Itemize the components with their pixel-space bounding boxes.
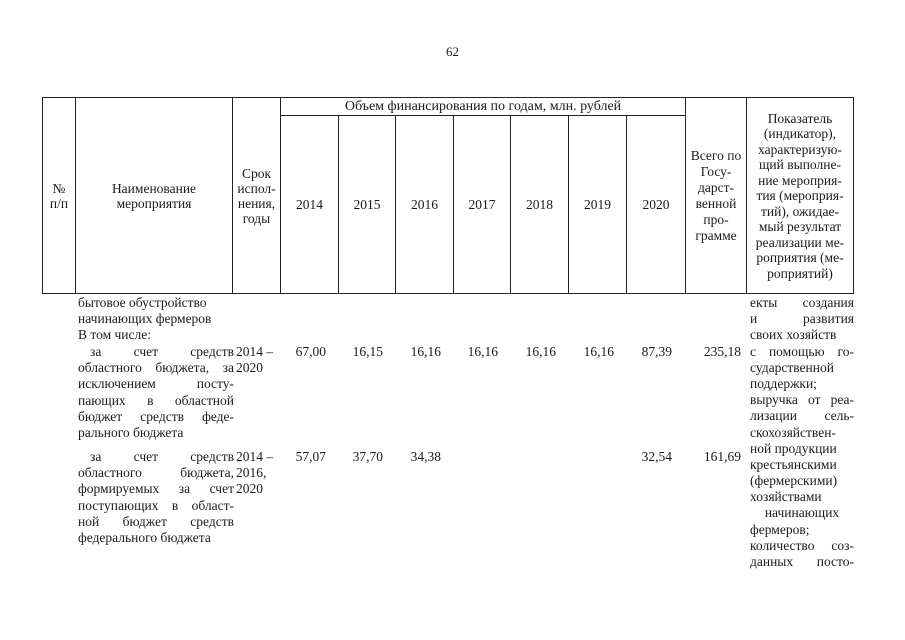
name-line: бытовое обустройство [78,295,207,310]
indicator-line: начинающих [764,505,840,521]
row1-total: 235,18 [703,344,741,359]
row1-value-2015: 16,15 [352,344,383,359]
row2-total: 161,69 [703,449,741,464]
row2-value-2015: 37,70 [352,449,383,464]
indicator-line: и развития [750,311,854,327]
indicator-line: крестьянскими [750,456,837,472]
header-year: 2015 [339,116,396,294]
indicator-line: екты создания [750,295,854,310]
table-header [42,97,854,294]
indicator-line: сударственной [750,359,834,375]
row1-name [78,344,234,441]
name-line: за счет средств [90,344,234,359]
name-line: В том числе: [78,327,151,343]
header-year: 2020 [627,116,686,294]
term-line: 2014 – [236,449,274,464]
indicator-line: поддержки; [750,375,817,391]
name-line: формируемых за счет [78,481,234,497]
indicator-line: хозяйствами [750,489,822,505]
term-line: 2020 [236,360,263,376]
row2-value-2016: 34,38 [410,449,441,464]
term-line: 2016, [236,465,267,481]
row2-name [78,449,234,546]
header-year: 2019 [569,116,627,294]
row1-value-2018: 16,16 [525,344,556,359]
indicator-line: ной продукции [750,440,837,456]
indicator-line: количество соз- [750,537,854,553]
name-line: пающих в областной [78,392,234,408]
header-year: 2018 [511,116,569,294]
indicator-line: своих хозяйств [750,327,837,343]
name-line: ной бюджет средств [78,513,234,529]
indicator-line: данных посто- [750,554,854,569]
row2-value-2020: 32,54 [641,449,672,464]
term-line: 2014 – [236,344,274,359]
name-line: за счет средств [90,449,234,464]
name-line: исключением посту- [78,376,234,392]
name-line: рального бюджета [78,424,184,440]
indicator-line: с помощью го- [750,343,854,359]
header-name: Наименование мероприятия [76,98,233,294]
header-indicator: Показатель (индикатор), характеризую- щий выполне- ние мероприя- тия (мероприя- тий), ожидае- мый результат реализации ме- роприятия (ме- роприятий) [747,98,854,294]
page-number: 62 [446,44,459,59]
name-line: начинающих фермеров [78,311,212,327]
indicator-line: фермеров; [750,521,810,537]
row1-value-2019: 16,16 [583,344,614,359]
name-line: областного бюджета, за [78,360,234,376]
header-year: 2014 [281,116,339,294]
row1-value-2017: 16,16 [467,344,498,359]
header-funding: Объем финансирования по годам, млн. рублей [281,98,686,116]
row1-value-2014: 67,00 [295,344,326,359]
indicator-line: лизации сель- [750,408,854,424]
name-line: бюджет средств феде- [78,408,234,424]
indicator-line: выручка от реа- [750,392,854,408]
header-year: 2016 [396,116,454,294]
name-line: поступающих в област- [78,497,234,513]
header-total: Всего по Госу- дарст- венной про- грамме [686,98,747,294]
header-year: 2017 [454,116,511,294]
row1-value-2016: 16,16 [410,344,441,359]
header-term: Срок испол- нения, годы [233,98,281,294]
row1-value-2020: 87,39 [641,344,672,359]
term-line: 2020 [236,481,263,497]
indicator-line: (фермерскими) [750,473,838,489]
header-num: № п/п [43,98,76,294]
row2-value-2014: 57,07 [295,449,326,464]
indicator-text [750,295,854,570]
name-line: федерального бюджета [78,529,211,545]
indicator-line: скохозяйствен- [750,424,836,440]
name-line: областного бюджета, [78,465,234,481]
name-intro [78,295,234,344]
